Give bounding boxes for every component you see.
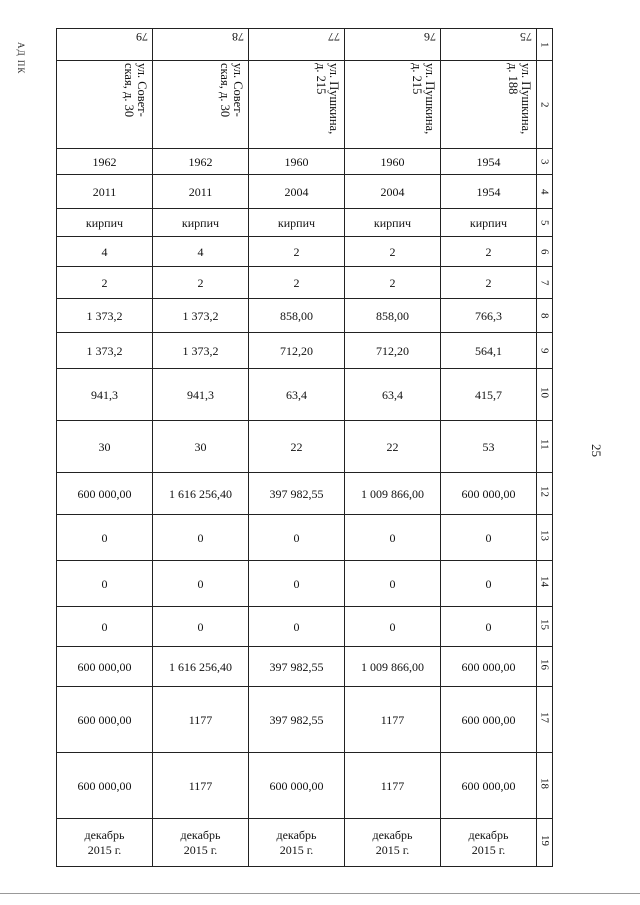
cell-value: 600 000,00: [461, 486, 516, 501]
cell-value: 1954: [476, 184, 501, 199]
cell-value: 564,1: [475, 343, 502, 358]
table-cell: [249, 819, 345, 867]
row-number: 4: [538, 189, 551, 195]
cell-value: 22: [290, 439, 303, 454]
column-id: 76: [424, 30, 436, 44]
cell-value: 600 000,00: [77, 712, 132, 727]
table-cell: [441, 473, 537, 515]
table-cell: [153, 237, 249, 267]
cell-value: 0: [197, 576, 204, 591]
table-cell: [153, 299, 249, 333]
cell-value: 1 009 866,00: [361, 486, 424, 501]
cell-value: 0: [101, 619, 108, 634]
cell-value: 2: [485, 275, 492, 290]
table-row: [57, 515, 553, 561]
column-id: 75: [520, 30, 532, 44]
cell-value: 0: [389, 576, 396, 591]
column-id: 77: [328, 30, 340, 44]
table-cell: [153, 561, 249, 607]
table-cell: [153, 175, 249, 209]
cell-value: декабрь 2015 г.: [468, 827, 509, 857]
cell-value: 30: [98, 439, 111, 454]
table-cell: [57, 299, 153, 333]
cell-value: 2: [389, 244, 396, 259]
cell-value: 1962: [188, 154, 213, 169]
table-cell: [249, 687, 345, 753]
cell-value: 0: [293, 619, 300, 634]
table-cell: [345, 515, 441, 561]
table-cell: [345, 647, 441, 687]
row-number-cell: [537, 369, 553, 421]
cell-value: 4: [101, 244, 108, 259]
row-number: 14: [538, 576, 551, 587]
row-number-cell: [537, 647, 553, 687]
table-cell: [441, 647, 537, 687]
table-cell: [249, 473, 345, 515]
cell-value: 600 000,00: [461, 778, 516, 793]
cell-value: 1177: [380, 778, 405, 793]
cell-value: 4: [197, 244, 204, 259]
table-cell: [249, 175, 345, 209]
table-row: [57, 561, 553, 607]
cell-value: 0: [293, 576, 300, 591]
table-row: [57, 473, 553, 515]
table-cell: [345, 333, 441, 369]
table-cell: [345, 29, 441, 61]
cell-value: 0: [293, 530, 300, 545]
page-number: 25: [589, 444, 604, 457]
row-number-cell: [537, 267, 553, 299]
table-cell: [249, 299, 345, 333]
cell-value: 0: [389, 530, 396, 545]
table-row: [57, 267, 553, 299]
table-cell: [441, 61, 537, 149]
cell-value: 0: [197, 619, 204, 634]
cell-value: 63,4: [382, 387, 403, 402]
table-cell: [441, 299, 537, 333]
table-cell: [345, 175, 441, 209]
table-cell: [441, 819, 537, 867]
cell-value: 600 000,00: [77, 659, 132, 674]
table-cell: [153, 333, 249, 369]
table-cell: [57, 473, 153, 515]
cell-value: кирпич: [181, 215, 220, 230]
table-cell: [153, 209, 249, 237]
table-row: [57, 647, 553, 687]
cell-value: 0: [485, 530, 492, 545]
column-id: 78: [232, 30, 244, 44]
cell-value: 1 373,2: [86, 308, 123, 323]
row-number: 17: [538, 712, 551, 723]
table-cell: [57, 561, 153, 607]
cell-value: 0: [389, 619, 396, 634]
row-number: 5: [538, 220, 551, 226]
table-cell: [57, 607, 153, 647]
cell-value: 858,00: [280, 308, 313, 323]
cell-value: 600 000,00: [461, 659, 516, 674]
row-number-cell: [537, 819, 553, 867]
row-number-cell: [537, 561, 553, 607]
table-cell: [57, 61, 153, 149]
table-cell: [441, 333, 537, 369]
row-number: 1: [538, 42, 551, 48]
table-cell: [249, 209, 345, 237]
row-number-cell: [537, 175, 553, 209]
row-number-cell: [537, 209, 553, 237]
row-number: 18: [538, 778, 551, 789]
cell-value: 1177: [380, 712, 405, 727]
table-cell: [249, 61, 345, 149]
cell-value: декабрь 2015 г.: [180, 827, 221, 857]
cell-value: декабрь 2015 г.: [84, 827, 125, 857]
address-text: ул. Пушкина, д. 188: [506, 63, 533, 135]
cell-value: 0: [101, 530, 108, 545]
table-cell: [249, 333, 345, 369]
table-cell: [345, 237, 441, 267]
cell-value: 397 982,55: [269, 486, 324, 501]
cell-value: 397 982,55: [269, 712, 324, 727]
table-cell: [441, 561, 537, 607]
table-cell: [441, 267, 537, 299]
cell-value: 0: [485, 576, 492, 591]
table-cell: [441, 209, 537, 237]
cell-value: 2011: [188, 184, 213, 199]
row-number: 13: [538, 530, 551, 541]
table-cell: [57, 175, 153, 209]
row-number: 8: [538, 313, 551, 319]
address-text: ул. Пушкина, д. 215: [410, 63, 437, 135]
row-number: 11: [538, 439, 551, 450]
cell-value: кирпич: [469, 215, 508, 230]
cell-value: 0: [197, 530, 204, 545]
table-cell: [441, 753, 537, 819]
cell-value: 1177: [188, 778, 213, 793]
row-number: 12: [538, 486, 551, 497]
cell-value: 0: [485, 619, 492, 634]
table-cell: [153, 753, 249, 819]
table-cell: [153, 149, 249, 175]
cell-value: декабрь 2015 г.: [372, 827, 413, 857]
table-cell: [153, 819, 249, 867]
table-row: [57, 209, 553, 237]
table-cell: [153, 687, 249, 753]
cell-value: 1954: [476, 154, 501, 169]
table-cell: [345, 369, 441, 421]
table-cell: [441, 515, 537, 561]
cell-value: 2: [389, 275, 396, 290]
row-number: 9: [538, 348, 551, 354]
table-cell: [57, 819, 153, 867]
cell-value: 941,3: [187, 387, 214, 402]
cell-value: 600 000,00: [77, 778, 132, 793]
table-row: [57, 175, 553, 209]
cell-value: 0: [101, 576, 108, 591]
table-cell: [249, 607, 345, 647]
table-cell: [153, 61, 249, 149]
table-cell: [57, 237, 153, 267]
table-cell: [249, 515, 345, 561]
table-cell: [153, 515, 249, 561]
row-number-cell: [537, 473, 553, 515]
cell-value: 712,20: [280, 343, 313, 358]
cell-value: 2004: [284, 184, 309, 199]
row-number: 15: [538, 619, 551, 630]
cell-value: 2011: [92, 184, 117, 199]
cell-value: 1 373,2: [182, 308, 219, 323]
table-cell: [345, 61, 441, 149]
table-row: [57, 607, 553, 647]
row-number-cell: [537, 333, 553, 369]
table-cell: [441, 237, 537, 267]
row-number-cell: [537, 61, 553, 149]
side-note: АД ПК: [16, 42, 26, 75]
row-number: 19: [539, 834, 551, 846]
table-cell: [57, 421, 153, 473]
cell-value: 1177: [188, 712, 213, 727]
table-row: [57, 687, 553, 753]
table-cell: [153, 607, 249, 647]
cell-value: 1 009 866,00: [361, 659, 424, 674]
cell-value: 63,4: [286, 387, 307, 402]
table-cell: [249, 237, 345, 267]
row-number: 16: [538, 659, 551, 670]
row-number: 2: [538, 102, 551, 108]
table-cell: [57, 209, 153, 237]
cell-value: 2: [197, 275, 204, 290]
table-cell: [441, 369, 537, 421]
table-cell: [345, 421, 441, 473]
cell-value: 2: [293, 244, 300, 259]
cell-value: 1 373,2: [182, 343, 219, 358]
cell-value: 1 616 256,40: [169, 659, 232, 674]
table-cell: [345, 149, 441, 175]
table-cell: [249, 369, 345, 421]
table-cell: [345, 607, 441, 647]
table-cell: [345, 473, 441, 515]
cell-value: 22: [386, 439, 399, 454]
table-cell: [441, 29, 537, 61]
cell-value: 2004: [380, 184, 405, 199]
table-cell: [441, 421, 537, 473]
table-row: [57, 819, 553, 867]
table-cell: [153, 369, 249, 421]
cell-value: кирпич: [277, 215, 316, 230]
table-row: [57, 237, 553, 267]
row-number-cell: [537, 29, 553, 61]
table-row: [57, 149, 553, 175]
table-cell: [345, 299, 441, 333]
address-text: ул. Пушкина, д. 215: [314, 63, 341, 135]
cell-value: 53: [482, 439, 495, 454]
cell-value: 30: [194, 439, 207, 454]
cell-value: 712,20: [376, 343, 409, 358]
table-cell: [249, 149, 345, 175]
row-number-cell: [537, 687, 553, 753]
table-cell: [249, 421, 345, 473]
cell-value: 1962: [92, 154, 117, 169]
row-number-cell: [537, 421, 553, 473]
row-number: 6: [538, 249, 551, 255]
table-row: [57, 421, 553, 473]
cell-value: 766,3: [475, 308, 502, 323]
table-cell: [345, 687, 441, 753]
table-cell: [249, 561, 345, 607]
table-row: [57, 61, 553, 149]
cell-value: 1960: [284, 154, 309, 169]
table-cell: [345, 561, 441, 607]
table-row: [57, 369, 553, 421]
table-cell: [153, 647, 249, 687]
table-cell: [57, 687, 153, 753]
cell-value: декабрь 2015 г.: [276, 827, 317, 857]
cell-value: 1 373,2: [86, 343, 123, 358]
table-cell: [345, 753, 441, 819]
row-number: 10: [538, 387, 551, 398]
cell-value: 2: [485, 244, 492, 259]
cell-value: кирпич: [373, 215, 412, 230]
table-cell: [249, 647, 345, 687]
cell-value: 941,3: [91, 387, 118, 402]
table-cell: [57, 647, 153, 687]
row-number-cell: [537, 149, 553, 175]
cell-value: 415,7: [475, 387, 502, 402]
table-cell: [153, 267, 249, 299]
table-cell: [345, 819, 441, 867]
table-cell: [57, 515, 153, 561]
cell-value: 858,00: [376, 308, 409, 323]
row-number: 3: [538, 159, 551, 165]
table-row: [57, 753, 553, 819]
table-cell: [249, 753, 345, 819]
row-number-cell: [537, 753, 553, 819]
row-number-cell: [537, 607, 553, 647]
table-cell: [57, 369, 153, 421]
table-cell: [57, 753, 153, 819]
column-id: 79: [136, 30, 148, 44]
table-cell: [57, 29, 153, 61]
table-row: [57, 333, 553, 369]
table-cell: [345, 209, 441, 237]
address-text: ул. Совет- ская, д. 30: [218, 63, 245, 118]
cell-value: 600 000,00: [461, 712, 516, 727]
buildings-table: [56, 28, 553, 867]
table-cell: [441, 149, 537, 175]
cell-value: 2: [293, 275, 300, 290]
table-cell: [345, 267, 441, 299]
table-cell: [441, 607, 537, 647]
table-cell: [153, 421, 249, 473]
cell-value: 397 982,55: [269, 659, 324, 674]
table-cell: [57, 267, 153, 299]
table-cell: [249, 29, 345, 61]
row-number: 7: [538, 280, 551, 286]
table-row: [57, 29, 553, 61]
cell-value: 2: [101, 275, 108, 290]
cell-value: 1 616 256,40: [169, 486, 232, 501]
table-cell: [153, 29, 249, 61]
address-text: ул. Совет- ская, д. 30: [122, 63, 149, 118]
table-cell: [441, 687, 537, 753]
table-cell: [153, 473, 249, 515]
table-row: [57, 299, 553, 333]
row-number-cell: [537, 299, 553, 333]
table-cell: [249, 267, 345, 299]
cell-value: 600 000,00: [269, 778, 324, 793]
table-cell: [57, 333, 153, 369]
page-edge-line: [0, 893, 640, 894]
table-cell: [441, 175, 537, 209]
cell-value: 600 000,00: [77, 486, 132, 501]
table-cell: [57, 149, 153, 175]
row-number-cell: [537, 515, 553, 561]
cell-value: кирпич: [85, 215, 124, 230]
row-number-cell: [537, 237, 553, 267]
cell-value: 1960: [380, 154, 405, 169]
